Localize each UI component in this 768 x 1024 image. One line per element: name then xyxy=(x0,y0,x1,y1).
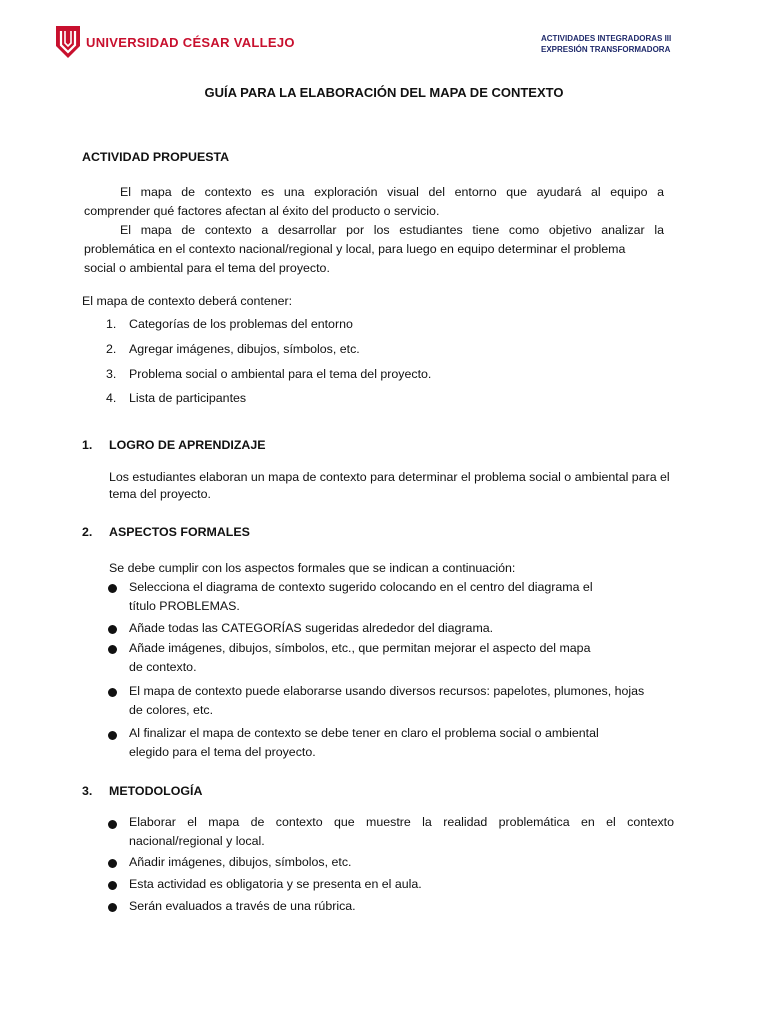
list-item-number: 4. xyxy=(106,391,117,405)
bullet-icon xyxy=(108,903,117,912)
logro-line2: tema del proyecto. xyxy=(109,487,211,501)
list-item-number: 1. xyxy=(106,317,117,331)
course-line-1: ACTIVIDADES INTEGRADORAS III xyxy=(541,34,672,43)
list-item: Problema social o ambiental para el tema del proyecto. xyxy=(129,367,432,381)
bullet-icon xyxy=(108,645,117,654)
list-item: nacional/regional y local. xyxy=(129,834,265,848)
list-item: de colores, etc. xyxy=(129,703,214,717)
list-item: Esta actividad es obligatoria y se presenta en el aula. xyxy=(129,877,422,891)
list-item: Elaborar el mapa de contexto que muestre la realidad problemática en el contexto xyxy=(129,815,674,829)
list-item: Selecciona el diagrama de contexto sugerido colocando en el centro del diagrama el xyxy=(129,580,593,594)
university-name: UNIVERSIDAD CÉSAR VALLEJO xyxy=(86,34,295,50)
list-item: Añade todas las CATEGORÍAS sugeridas alrededor del diagrama. xyxy=(129,621,494,635)
bullet-icon xyxy=(108,820,117,829)
actividad-p1-line2: comprender qué factores afectan al éxito del producto o servicio. xyxy=(84,204,440,218)
bullet-icon xyxy=(108,859,117,868)
list-item: El mapa de contexto puede elaborarse usando diversos recursos: papelotes, plumones, hojas xyxy=(129,684,645,698)
actividad-p2-line2: problemática en el contexto nacional/regional y local, para luego en equipo determinar el problema xyxy=(84,242,626,256)
aspectos-intro: Se debe cumplir con los aspectos formales que se indican a continuación: xyxy=(109,561,516,575)
actividad-p2-line1: El mapa de contexto a desarrollar por los estudiantes tiene como objetivo analizar la xyxy=(120,223,664,237)
list-item: de contexto. xyxy=(129,660,197,674)
actividad-p1-line1: El mapa de contexto es una exploración visual del entorno que ayudará al equipo a xyxy=(120,185,664,199)
course-line-2: EXPRESIÓN TRANSFORMADORA xyxy=(541,45,671,54)
aspectos-number: 2. xyxy=(82,525,93,539)
university-logo xyxy=(56,26,295,58)
list-item: Categorías de los problemas del entorno xyxy=(129,317,353,331)
list-item: Añadir imágenes, dibujos, símbolos, etc. xyxy=(129,855,352,869)
list-item: Añade imágenes, dibujos, símbolos, etc., que permitan mejorar el aspecto del mapa xyxy=(129,641,591,655)
bullet-icon xyxy=(108,731,117,740)
bullet-icon xyxy=(108,688,117,697)
ucv-shield-icon xyxy=(56,26,80,58)
list-item-number: 3. xyxy=(106,367,117,381)
document-title: GUÍA PARA LA ELABORACIÓN DEL MAPA DE CONTEXTO xyxy=(204,85,564,100)
logro-line1: Los estudiantes elaboran un mapa de contexto para determinar el problema social o ambiental para el xyxy=(109,470,670,484)
bullet-icon xyxy=(108,625,117,634)
actividad-heading: ACTIVIDAD PROPUESTA xyxy=(82,150,230,164)
list-item: Agregar imágenes, dibujos, símbolos, etc. xyxy=(129,342,360,356)
logro-heading: LOGRO DE APRENDIZAJE xyxy=(109,438,266,452)
course-info xyxy=(541,33,691,55)
list-item: título PROBLEMAS. xyxy=(129,599,240,613)
aspectos-heading: ASPECTOS FORMALES xyxy=(109,525,250,539)
list-item-number: 2. xyxy=(106,342,117,356)
list-item: Al finalizar el mapa de contexto se debe tener en claro el problema social o ambiental xyxy=(129,726,599,740)
actividad-p2-line3: social o ambiental para el tema del proyecto. xyxy=(84,261,330,275)
list-item: Lista de participantes xyxy=(129,391,247,405)
contains-intro: El mapa de contexto deberá contener: xyxy=(82,294,293,308)
logro-number: 1. xyxy=(82,438,93,452)
metodologia-number: 3. xyxy=(82,784,93,798)
list-item: Serán evaluados a través de una rúbrica. xyxy=(129,899,356,913)
list-item: elegido para el tema del proyecto. xyxy=(129,745,316,759)
bullet-icon xyxy=(108,584,117,593)
bullet-icon xyxy=(108,881,117,890)
metodologia-heading: METODOLOGÍA xyxy=(109,784,203,798)
